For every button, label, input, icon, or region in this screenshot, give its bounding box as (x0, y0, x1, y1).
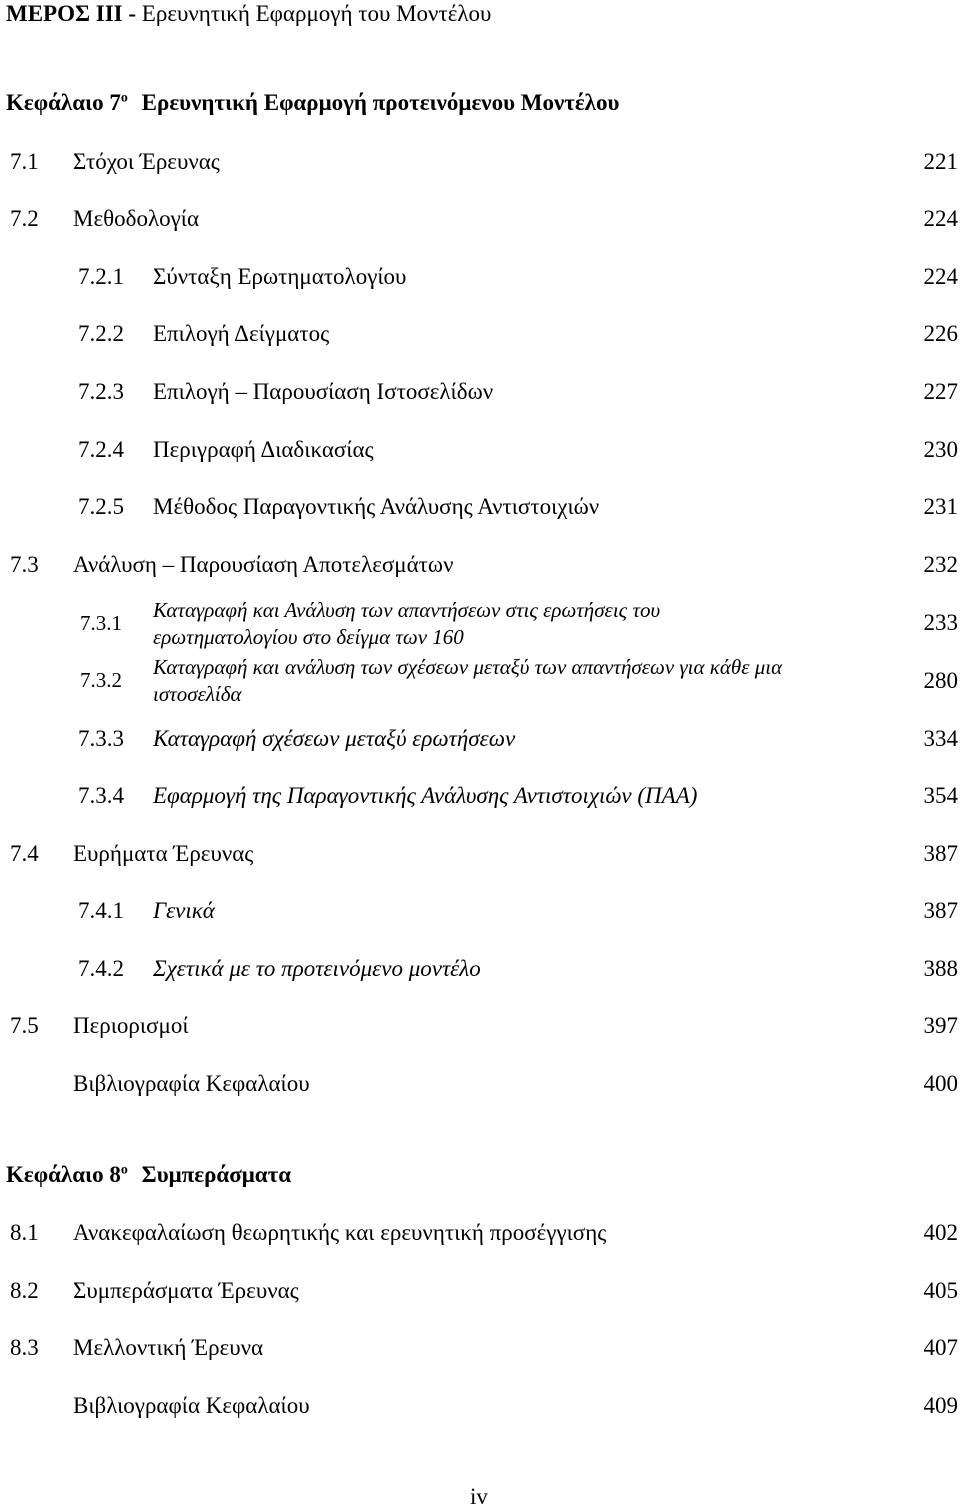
toc-page-7-3-3: 334 (923, 726, 958, 751)
toc-entry-7-4[interactable]: 7.4 (10, 841, 39, 866)
toc-title-8-1[interactable]: Ανακεφαλαίωση θεωρητικής και ερευνητική προσέγγισης (73, 1220, 607, 1245)
toc-title-7-3-2-line1[interactable]: Καταγραφή και ανάλυση των σχέσεων μεταξύ των απαντήσεων για κάθε μια (153, 655, 783, 679)
chapter-8-heading (6, 1161, 291, 1189)
toc-title-8-2[interactable]: Συμπεράσματα Έρευνας (73, 1278, 299, 1303)
chapter-7-sup: ο (120, 90, 128, 106)
toc-page-8-3: 407 (923, 1335, 958, 1360)
toc-entry-7-2-1[interactable]: 7.2.1 (78, 264, 124, 289)
toc-title-7-3-1-line2[interactable]: ερωτηματολογίου στο δείγμα των 160 (153, 625, 464, 649)
toc-page-7-4: 387 (923, 841, 958, 866)
toc-title-7-5[interactable]: Περιορισμοί (73, 1013, 189, 1038)
toc-title-7-4-1[interactable]: Γενικά (153, 898, 215, 923)
toc-page-7-2-4: 230 (923, 437, 958, 462)
toc-entry-7-2[interactable]: 7.2 (10, 206, 39, 231)
toc-page-7-3: 232 (923, 552, 958, 577)
page-number: iv (470, 1484, 488, 1509)
toc-page-7-2-3: 227 (923, 379, 958, 404)
toc-page-7-1: 221 (923, 149, 958, 174)
toc-entry-7-3-2[interactable]: 7.3.2 (80, 668, 122, 692)
toc-entry-7-1[interactable]: 7.1 (10, 149, 39, 174)
chapter-8-sup: ο (120, 1162, 128, 1178)
toc-entry-8-1[interactable]: 8.1 (10, 1220, 39, 1245)
toc-title-7-3-2-line2[interactable]: ιστοσελίδα (153, 682, 242, 706)
toc-entry-7-2-2[interactable]: 7.2.2 (78, 321, 124, 346)
toc-title-7-4[interactable]: Ευρήματα Έρευνας (73, 841, 254, 866)
toc-title-7-2[interactable]: Μεθοδολογία (73, 206, 200, 231)
toc-page-7-4-2: 388 (923, 956, 958, 981)
toc-page-8-2: 405 (923, 1278, 958, 1303)
toc-title-7-3-4[interactable]: Εφαρμογή της Παραγοντικής Ανάλυσης Αντιστοιχιών (ΠΑΑ) (153, 783, 698, 808)
chapter-7-prefix: Κεφάλαιο 7 (6, 90, 121, 115)
toc-page-bibliography-7: 400 (923, 1071, 958, 1096)
toc-page-7-4-1: 387 (923, 898, 958, 923)
toc-page-7-3-4: 354 (923, 783, 958, 808)
chapter-8-prefix: Κεφάλαιο 8 (6, 1162, 121, 1187)
toc-title-7-1[interactable]: Στόχοι Έρευνας (73, 149, 220, 174)
toc-page-8-1: 402 (923, 1220, 958, 1245)
toc-page-7-2: 224 (923, 206, 958, 231)
part-label: ΜΕΡΟΣ ΙΙΙ - (6, 1, 137, 26)
toc-title-7-2-3[interactable]: Επιλογή – Παρουσίαση Ιστοσελίδων (153, 379, 494, 404)
toc-entry-7-4-2[interactable]: 7.4.2 (78, 956, 124, 981)
toc-title-7-2-1[interactable]: Σύνταξη Ερωτηματολογίου (153, 264, 407, 289)
toc-entry-7-2-5[interactable]: 7.2.5 (78, 494, 124, 519)
toc-title-7-3[interactable]: Ανάλυση – Παρουσίαση Αποτελεσμάτων (73, 552, 454, 577)
toc-page-7-2-1: 224 (923, 264, 958, 289)
toc-title-8-3[interactable]: Μελλοντική Έρευνα (73, 1335, 264, 1360)
toc-entry-8-2[interactable]: 8.2 (10, 1278, 39, 1303)
toc-entry-7-2-4[interactable]: 7.2.4 (78, 437, 124, 462)
toc-entry-7-3-1[interactable]: 7.3.1 (80, 611, 122, 635)
toc-title-7-2-4[interactable]: Περιγραφή Διαδικασίας (153, 437, 374, 462)
toc-page-7-3-1: 233 (923, 610, 958, 635)
toc-entry-8-3[interactable]: 8.3 (10, 1335, 39, 1360)
toc-title-bibliography-8[interactable]: Βιβλιογραφία Κεφαλαίου (73, 1393, 310, 1418)
toc-page-bibliography-8: 409 (923, 1393, 958, 1418)
toc-title-7-2-2[interactable]: Επιλογή Δείγματος (153, 321, 330, 346)
toc-page-7-2-5: 231 (923, 494, 958, 519)
toc-entry-7-4-1[interactable]: 7.4.1 (78, 898, 124, 923)
toc-entry-7-3-3[interactable]: 7.3.3 (78, 726, 124, 751)
toc-title-7-2-5[interactable]: Μέθοδος Παραγοντικής Ανάλυσης Αντιστοιχιών (153, 494, 600, 519)
chapter-7-heading (6, 89, 619, 117)
toc-entry-7-3-4[interactable]: 7.3.4 (78, 783, 124, 808)
chapter-8-title: Συμπεράσματα (141, 1162, 292, 1187)
part-title: Ερευνητική Εφαρμογή του Μοντέλου (141, 1, 492, 26)
toc-page-7-3-2: 280 (923, 668, 958, 693)
toc-title-7-4-2[interactable]: Σχετικά με το προτεινόμενο μοντέλο (153, 956, 481, 981)
toc-title-7-3-3[interactable]: Καταγραφή σχέσεων μεταξύ ερωτήσεων (153, 726, 516, 751)
toc-entry-7-2-3[interactable]: 7.2.3 (78, 379, 124, 404)
toc-entry-7-3[interactable]: 7.3 (10, 552, 39, 577)
toc-title-7-3-1-line1[interactable]: Καταγραφή και Ανάλυση των απαντήσεων στις ερωτήσεις του (153, 598, 661, 622)
chapter-7-title: Ερευνητική Εφαρμογή προτεινόμενου Μοντέλου (141, 90, 620, 115)
toc-page-7-2-2: 226 (923, 321, 958, 346)
toc-title-bibliography-7[interactable]: Βιβλιογραφία Κεφαλαίου (73, 1071, 310, 1096)
part-heading (6, 0, 491, 28)
toc-entry-7-5[interactable]: 7.5 (10, 1013, 39, 1038)
toc-page-7-5: 397 (923, 1013, 958, 1038)
